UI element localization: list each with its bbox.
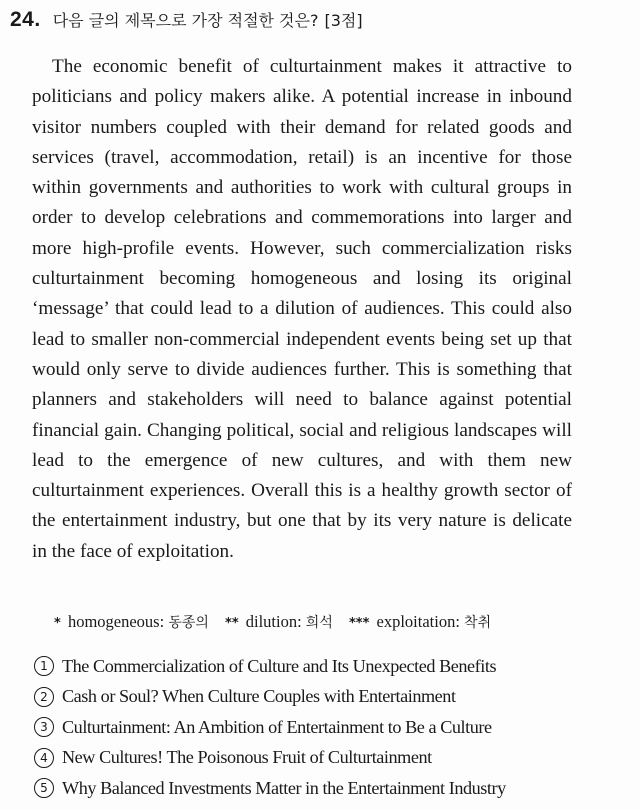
answer-options: [34, 651, 506, 804]
footnote-asterisk: ***: [348, 616, 370, 631]
question-prompt: 다음 글의 제목으로 가장 적절한 것은?: [52, 11, 319, 30]
option-text: Culturtainment: An Ambition of Entertainment to Be a Culture: [62, 716, 492, 737]
footnote-meaning: 동종의: [168, 615, 209, 631]
answer-option-3[interactable]: [34, 712, 506, 743]
option-text: Cash or Soul? When Culture Couples with Entertainment: [62, 686, 456, 707]
reading-passage: The economic benefit of culturtainment makes it attractive to politicians and policy makers alike. A potential increase in inbound visitor numbers coupled with their demand for related goods and services (travel, accommodation, retail) is an incentive for those within governments and authorities to work with cultural groups in order to develop celebrations and commemorations into larger and more high-profile events. However, such commercialization risks culturtainment becoming homogeneous and losing its original ‘message’ that could lead to a dilution of audiences. This could also lead to smaller non-commercial independent events being set up that would only serve to divide audiences further. This is something that planners and stakeholders will need to balance against potential financial gain. Changing political, social and religious landscapes will lead to the emergence of new cultures, and with them new culturtainment experiences. Overall this is a healthy growth sector of the entertainment industry, but one that by its very nature is delicate in the face of exploitation.: [32, 56, 572, 562]
footnote-asterisk: *: [54, 616, 61, 631]
answer-option-2[interactable]: [34, 682, 506, 713]
option-text: New Cultures! The Poisonous Fruit of Culturtainment: [62, 747, 432, 768]
option-text: Why Balanced Investments Matter in the Entertainment Industry: [62, 777, 506, 798]
option-number-circle: 4: [34, 748, 54, 768]
answer-option-5[interactable]: [34, 773, 506, 804]
question-header: [10, 8, 363, 32]
option-number-circle: 1: [34, 656, 54, 676]
option-number-circle: 2: [34, 687, 54, 707]
footnote-dilution: [225, 612, 333, 632]
footnote-asterisk: **: [225, 616, 239, 631]
question-points: [3점]: [324, 11, 363, 30]
vocabulary-footnotes: [54, 612, 503, 632]
footnote-term: exploitation:: [376, 612, 460, 631]
option-text: The Commercialization of Culture and Its Unexpected Benefits: [62, 655, 497, 676]
footnote-meaning: 희석: [305, 615, 333, 631]
footnote-term: homogeneous:: [67, 612, 165, 631]
answer-option-4[interactable]: [34, 743, 506, 774]
footnote-term: dilution:: [245, 612, 302, 631]
footnote-homogeneous: [54, 612, 209, 632]
answer-option-1[interactable]: [34, 651, 506, 682]
question-number: 24.: [10, 8, 41, 31]
footnote-exploitation: [349, 612, 491, 632]
footnote-meaning: 착취: [464, 615, 492, 631]
option-number-circle: 5: [34, 778, 54, 798]
option-number-circle: 3: [34, 717, 54, 737]
